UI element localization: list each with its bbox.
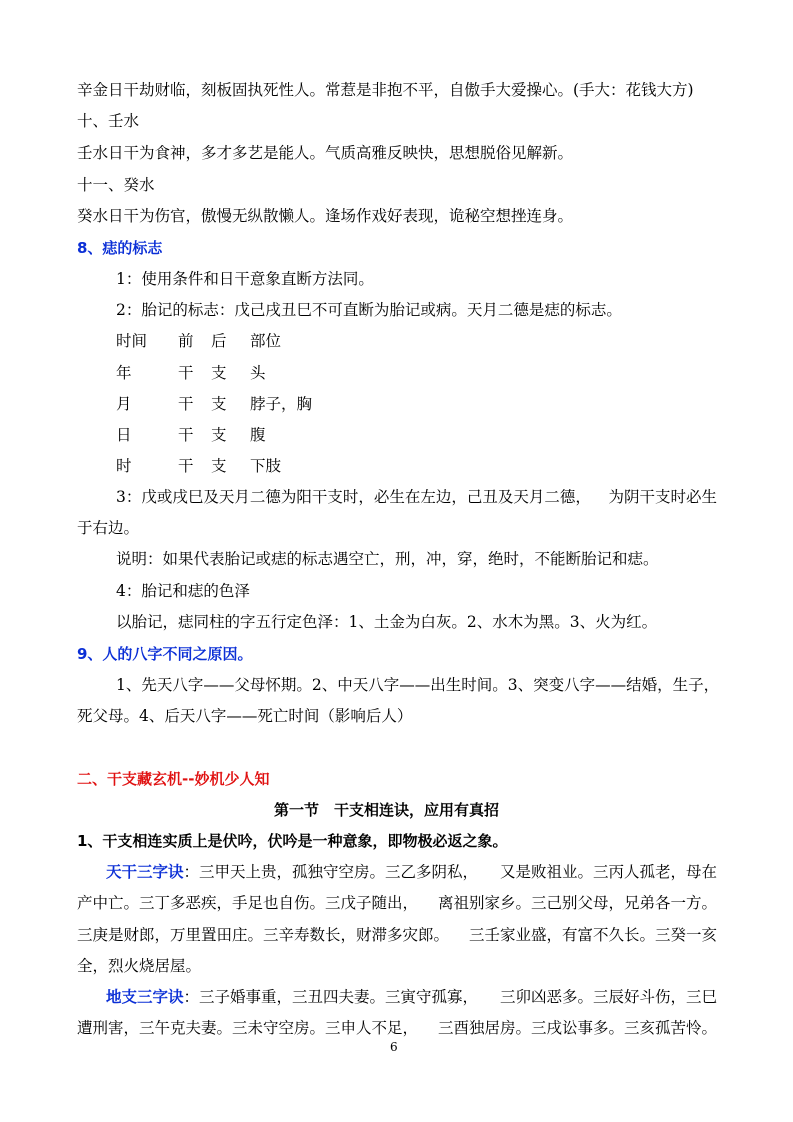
paragraph-xin-metal: 辛金日干劫财临，刻板固执死性人。常惹是非抱不平，自傲手大爱操心。(手大：花钱大方) [77,81,694,99]
chapter-heading: 二、干支藏玄机--妙机少人知 [77,770,270,788]
table-cell: 支 [211,457,227,475]
tiangan-line4: 全，烈火烧居屋。 [77,957,202,975]
table-header-part: 部位 [250,332,282,350]
table-cell: 支 [211,426,227,444]
tiangan-line2: 产中亡。三丁多恶疾，手足也自伤。三戊子随出， 离祖别家乡。三己别父母，兄弟各一方。 [77,894,717,912]
dizhi-label: 地支三字诀 [106,988,184,1006]
section8-item-1: 1：使用条件和日干意象直断方法同。 [116,270,374,288]
tiangan-line3: 三庚是财郎，万里置田庄。三辛寿数长，财滞多灾郎。 三壬家业盛，有富不久长。三癸一亥 [77,926,717,944]
section8-item-3-line2: 于右边。 [77,519,140,537]
section9-text-line1: 1、先天八字——父母怀期。2、中天八字——出生时间。 3、突变八字——结婚，生子， [116,676,720,694]
point-1-heading: 1、干支相连实质上是伏吟，伏吟是一种意象，即物极必返之象。 [77,832,508,850]
table-header-back: 后 [211,332,227,350]
table-cell: 年 [116,364,132,382]
dizhi-line2: 遭刑害，三午克夫妻。三未守空房。三申人不足， 三酉独居房。三戌讼事多。三亥孤苦怜。 [77,1019,717,1037]
table-cell: 干 [178,395,194,413]
table-cell: 腹 [250,426,266,444]
section8-note: 说明：如果代表胎记或痣的标志遇空亡，刑，冲，穿，绝时，不能断胎记和痣。 [116,550,659,568]
page-number: 6 [390,1040,398,1054]
section8-item-4: 4：胎记和痣的色泽 [116,582,250,600]
dizhi-line1: 地支三字诀：三子婚事重，三丑四夫妻。三寅守孤寡， 三卯凶恶多。三辰好斗伤，三巳 [106,988,717,1006]
section-heading-8: 8、痣的标志 [77,239,163,257]
table-cell: 干 [178,364,194,382]
table-cell: 日 [116,426,132,444]
section8-color-rule: 以胎记，痣同柱的字五行定色泽：1、土金为白灰。2、水木为黑。3、火为红。 [116,613,658,631]
table-cell: 月 [116,395,132,413]
table-cell: 脖子，胸 [250,395,313,413]
section9-text-line2: 死父母。4、后天八字——死亡时间（影响后人） [77,707,413,725]
heading-ren-water: 十、壬水 [77,112,140,130]
paragraph-gui-water: 癸水日干为伤官，傲慢无纵散懒人。逢场作戏好表现，诡秘空想挫连身。 [77,207,574,225]
table-header-front: 前 [178,332,194,350]
table-cell: 下肢 [250,457,282,475]
tiangan-line1: 天干三字诀：三甲天上贵，孤独守空房。三乙多阴私， 又是败祖业。三丙人孤老，母在 [106,863,717,881]
table-cell: 头 [250,364,266,382]
section8-item-2: 2：胎记的标志：戊己戌丑巳不可直断为胎记或病。天月二德是痣的标志。 [116,301,622,319]
table-cell: 支 [211,364,227,382]
tiangan-label: 天干三字诀 [106,863,184,881]
table-header-time: 时间 [116,332,148,350]
table-cell: 时 [116,457,132,475]
table-cell: 支 [211,395,227,413]
heading-gui-water: 十一、癸水 [77,176,155,194]
section-title: 第一节 干支相连诀，应用有真招 [274,801,500,819]
table-cell: 干 [178,457,194,475]
section8-item-3-line1: 3：戊或戌巳及天月二德为阳干支时，必生在左边，己丑及天月二德， 为阴干支时必生 [116,488,717,506]
paragraph-ren-water: 壬水日干为食神，多才多艺是能人。气质高雅反映快，思想脱俗见解新。 [77,144,574,162]
section-heading-9: 9、人的八字不同之原因。 [77,645,253,663]
table-cell: 干 [178,426,194,444]
